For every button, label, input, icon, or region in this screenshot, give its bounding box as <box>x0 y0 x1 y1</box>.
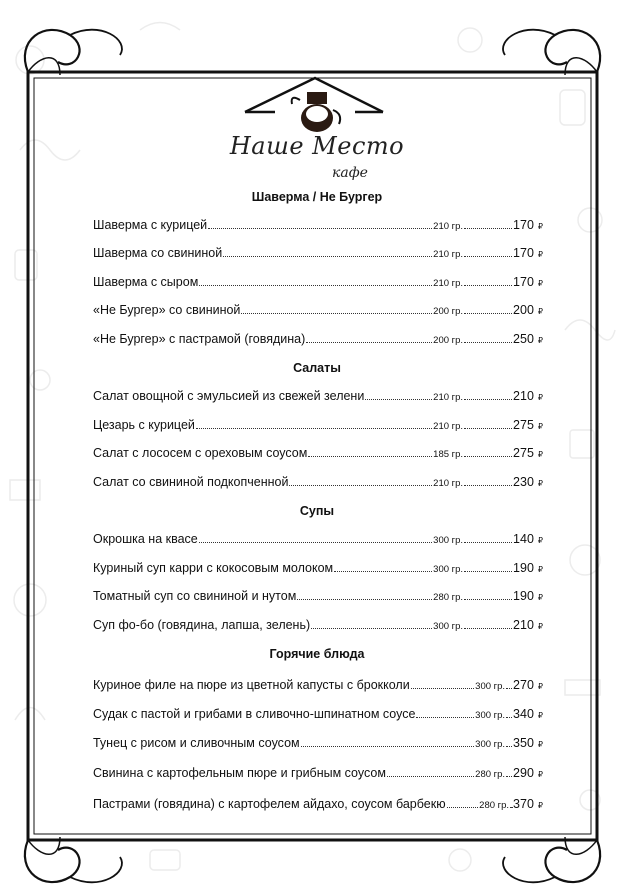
menu-item <box>93 618 543 634</box>
item-weight: 300 гр. <box>433 621 464 632</box>
menu-item <box>93 561 543 577</box>
item-name: Судак с пастой и грибами в сливочно-шпинатном соусе <box>93 707 416 721</box>
logo-name: Наше Место <box>229 132 405 160</box>
ruble-sign: ₽ <box>537 307 543 316</box>
item-weight: 280 гр. <box>475 769 506 780</box>
ruble-sign: ₽ <box>537 801 543 810</box>
item-name: Суп фо-бо (говядина, лапша, зелень) <box>93 618 311 632</box>
item-weight: 200 гр. <box>433 306 464 317</box>
section-title: Салаты <box>293 361 341 375</box>
item-price: 290 <box>513 766 534 780</box>
item-weight: 210 гр. <box>433 249 464 260</box>
item-price: 190 <box>513 589 534 603</box>
menu-item <box>93 589 543 605</box>
ruble-sign: ₽ <box>537 622 543 631</box>
item-weight: 185 гр. <box>433 449 464 460</box>
cafe-logo <box>215 70 415 200</box>
item-name: Шаверма со свининой <box>93 246 223 260</box>
menu-item <box>93 418 543 434</box>
section-title: Супы <box>299 504 335 518</box>
item-weight: 300 гр. <box>475 739 506 750</box>
item-weight: 200 гр. <box>433 335 464 346</box>
item-price: 275 <box>513 446 534 460</box>
menu-item <box>93 246 543 262</box>
item-name: Тунец с рисом и сливочным соусом <box>93 736 300 750</box>
ruble-sign: ₽ <box>537 770 543 779</box>
item-name: Окрошка на квасе <box>93 532 198 546</box>
item-price: 340 <box>513 707 534 721</box>
item-price: 170 <box>513 246 534 260</box>
menu-item <box>93 446 543 462</box>
item-weight: 300 гр. <box>433 564 464 575</box>
item-price: 370 <box>513 797 534 811</box>
menu-item <box>93 678 543 694</box>
item-name: Куриный суп карри с кокосовым молоком <box>93 561 334 575</box>
item-name: Шаверма с курицей <box>93 218 208 232</box>
ruble-sign: ₽ <box>537 222 543 231</box>
ruble-sign: ₽ <box>537 393 543 402</box>
ruble-sign: ₽ <box>537 250 543 259</box>
item-price: 350 <box>513 736 534 750</box>
item-name: Свинина с картофельным пюре и грибным соусом <box>93 766 386 780</box>
item-name: Цезарь с курицей <box>93 418 195 432</box>
menu-item <box>93 532 543 548</box>
item-weight: 280 гр. <box>479 800 510 811</box>
item-weight: 210 гр. <box>433 421 464 432</box>
menu-item <box>93 797 543 813</box>
item-price: 190 <box>513 561 534 575</box>
menu-item <box>93 475 543 491</box>
ruble-sign: ₽ <box>537 711 543 720</box>
item-name: Салат с лососем с ореховым соусом <box>93 446 308 460</box>
menu-item <box>93 332 543 348</box>
item-price: 275 <box>513 418 534 432</box>
item-weight: 210 гр. <box>433 278 464 289</box>
item-name: Салат овощной с эмульсией из свежей зелени <box>93 389 365 403</box>
item-weight: 280 гр. <box>433 592 464 603</box>
item-weight: 300 гр. <box>475 681 506 692</box>
menu-item <box>93 218 543 234</box>
item-weight: 300 гр. <box>433 535 464 546</box>
item-name: «Не Бургер» со свининой <box>93 303 241 317</box>
item-price: 270 <box>513 678 534 692</box>
ruble-sign: ₽ <box>537 565 543 574</box>
menu-item <box>93 766 543 782</box>
item-price: 170 <box>513 218 534 232</box>
item-name: Пастрами (говядина) с картофелем айдахо, соусом барбекю <box>93 797 446 811</box>
item-price: 210 <box>513 389 534 403</box>
item-weight: 300 гр. <box>475 710 506 721</box>
item-name: Шаверма с сыром <box>93 275 199 289</box>
ruble-sign: ₽ <box>537 536 543 545</box>
logo-subtitle: кафе <box>332 165 368 181</box>
item-name: Томатный суп со свининой и нутом <box>93 589 297 603</box>
section-title: Горячие блюда <box>269 647 365 661</box>
item-name: Куриное филе на пюре из цветной капусты с брокколи <box>93 678 410 692</box>
item-price: 140 <box>513 532 534 546</box>
menu-item <box>93 303 543 319</box>
item-price: 250 <box>513 332 534 346</box>
item-name: «Не Бургер» с пастрамой (говядина) <box>93 332 306 346</box>
item-weight: 210 гр. <box>433 221 464 232</box>
item-weight: 210 гр. <box>433 392 464 403</box>
ruble-sign: ₽ <box>537 279 543 288</box>
ruble-sign: ₽ <box>537 479 543 488</box>
item-price: 210 <box>513 618 534 632</box>
ruble-sign: ₽ <box>537 450 543 459</box>
menu-item <box>93 736 543 752</box>
menu-item <box>93 389 543 405</box>
item-name: Салат со свининой подкопченной <box>93 475 289 489</box>
ruble-sign: ₽ <box>537 682 543 691</box>
item-price: 230 <box>513 475 534 489</box>
item-weight: 210 гр. <box>433 478 464 489</box>
ruble-sign: ₽ <box>537 740 543 749</box>
menu-item <box>93 275 543 291</box>
menu-item <box>93 707 543 723</box>
ruble-sign: ₽ <box>537 422 543 431</box>
ruble-sign: ₽ <box>537 336 543 345</box>
section-title: Шаверма / Не Бургер <box>251 190 383 204</box>
item-price: 170 <box>513 275 534 289</box>
ruble-sign: ₽ <box>537 593 543 602</box>
item-price: 200 <box>513 303 534 317</box>
